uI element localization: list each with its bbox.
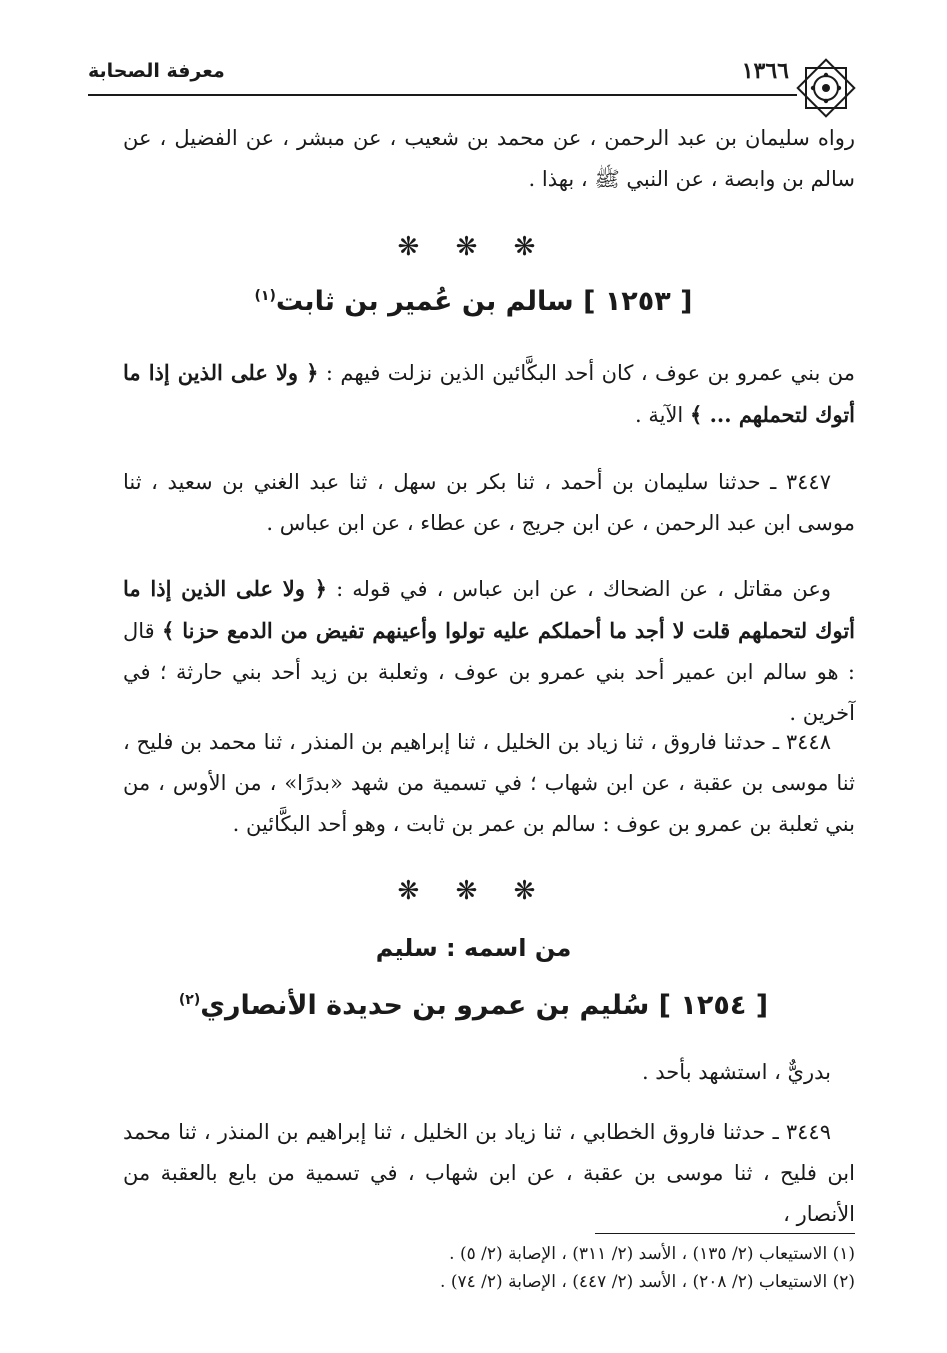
book-title: معرفة الصحابة (88, 60, 225, 82)
separator-stars-2: ❋ ❋ ❋ (397, 876, 550, 906)
paragraph-2 (123, 352, 855, 436)
footnote-marker-1: (١) (254, 288, 276, 304)
quran-verse-1: ﴿ ولا على الذين إذا ما أتوك لتحملهم ... ﴾ (123, 360, 855, 427)
page-number: ١٣٦٦ (741, 58, 789, 84)
paragraph-4-suffix: قال : هو سالم ابن عمير أحد بني عمرو بن عوف ، وثعلبة بن زيد أحد بني حارثة ؛ في آخرين . (123, 619, 855, 725)
quran-verse-2: ﴿ ولا على الذين إذا ما أتوك لتحملهم قلت لا أجد ما أحملكم عليه تولوا وأعينهم تفيض من الدمع حزنا ﴾ (123, 576, 855, 643)
hadith-3448: ٣٤٤٨ ـ حدثنا فاروق ، ثنا زياد بن الخليل ، ثنا إبراهيم بن المنذر ، ثنا محمد بن فليح ، ثنا موسى بن عقبة ، عن ابن شهاب ؛ في تسمية من شهد «بدرًا» ، من الأوس ، من بني ثعلبة بن عمرو بن عوف : سالم بن عمر بن ثابت ، وهو أحد البكَّائين . (123, 730, 855, 836)
separator-stars-1: ❋ ❋ ❋ (397, 232, 550, 262)
section-heading: من اسمه : سليم (375, 934, 572, 962)
hadith-3447: ٣٤٤٧ ـ حدثنا سليمان بن أحمد ، ثنا بكر بن سهل ، ثنا عبد الغني بن سعيد ، ثنا موسى ابن عبد الرحمن ، عن ابن جريج ، عن عطاء ، عن ابن عباس . (123, 470, 855, 535)
footnotes (115, 1240, 855, 1296)
header-rule (88, 94, 797, 96)
paragraph-2-suffix: الآية . (635, 403, 690, 427)
paragraph-4 (123, 568, 855, 734)
footnote-marker-2: (٢) (178, 992, 201, 1008)
entry-1253-title-text: [ ١٢٥٣ ] سالم بن عُمير بن ثابت (275, 286, 693, 317)
footnote-rule (595, 1233, 855, 1234)
footnote-1: (١) الاستيعاب (٢/ ١٣٥) ، الأسد (٢/ ٣١١) ، الإصابة (٢/ ٥) . (449, 1244, 855, 1264)
running-header (88, 52, 859, 94)
entry-1254-title (60, 990, 887, 1021)
paragraph-4-prefix: وعن مقاتل ، عن الضحاك ، عن ابن عباس ، في قوله : (326, 577, 831, 601)
paragraph-2-prefix: من بني عمرو بن عوف ، كان أحد البكَّائين الذين نزلت فيهم : (318, 361, 855, 385)
footnote-2: (٢) الاستيعاب (٢/ ٢٠٨) ، الأسد (٢/ ٤٤٧) ، الإصابة (٢/ ٧٤) . (440, 1272, 855, 1292)
paragraph-6: بدريٌّ ، استشهد بأحد . (641, 1060, 831, 1084)
paragraph-1: رواه سليمان بن عبد الرحمن ، عن محمد بن شعيب ، عن مبشر ، عن الفضيل ، عن سالم بن وابصة ، عن النبي ﷺ ، بهذا . (123, 126, 855, 191)
entry-1253-title (60, 286, 887, 317)
hadith-3449: ٣٤٤٩ ـ حدثنا فاروق الخطابي ، ثنا زياد بن الخليل ، ثنا إبراهيم بن المنذر ، ثنا محمد ابن فليح ، ثنا موسى بن عقبة ، عن ابن شهاب ، في تسمية من بايع بالعقبة من الأنصار ، (123, 1120, 855, 1226)
entry-1254-title-text: [ ١٢٥٤ ] سُليم بن عمرو بن حديدة الأنصاري (200, 990, 769, 1021)
